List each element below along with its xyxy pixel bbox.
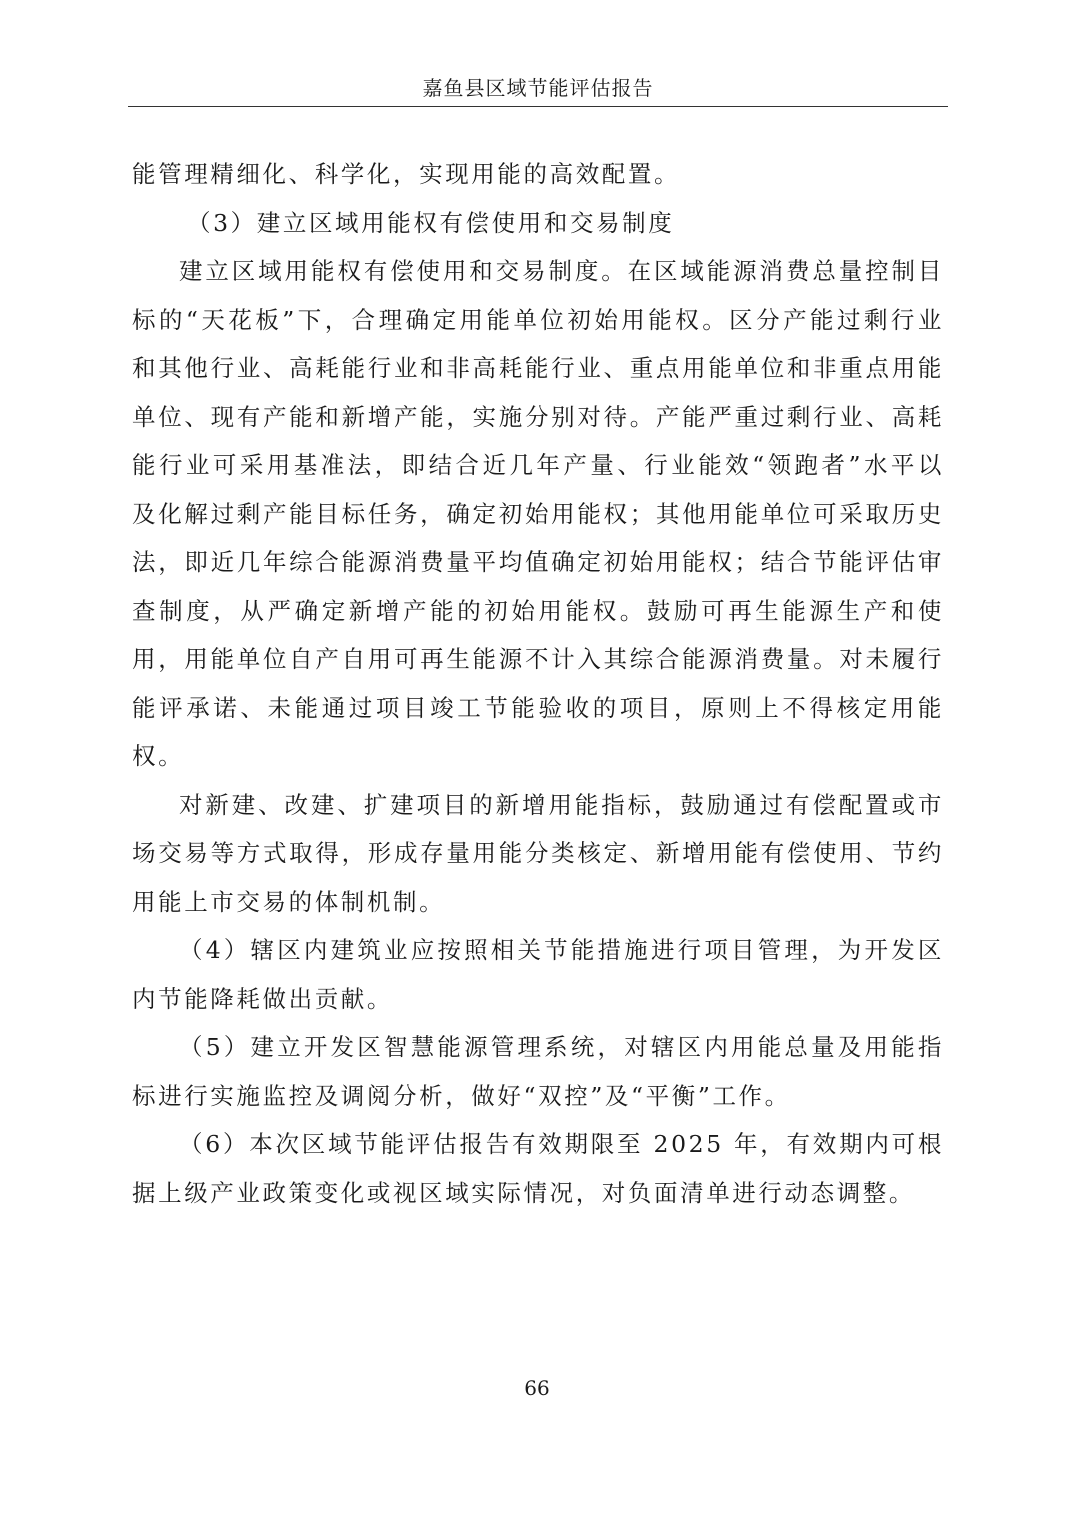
page-number: 66	[524, 1376, 550, 1400]
item-4-construction: （4）辖区内建筑业应按照相关节能措施进行项目管理，为开发区内节能降耗做出贡献。	[132, 936, 944, 1013]
item-6-validity: （6）本次区域节能评估报告有效期限至 2025 年，有效期内可根据上级产业政策变化或视区域实际情况，对负面清单进行动态调整。	[132, 1130, 944, 1207]
paragraph-energy-rights: 建立区域用能权有偿使用和交易制度。在区域能源消费总量控制目标的“天花板”下，合理确定用能单位初始用能权。区分产能过剩行业和其他行业、高耗能行业和非高耗能行业、重点用能单位和非重点用能单位、现有产能和新增产能，实施分别对待。产能严重过剩行业、高耗能行业可采用基准法，即结合近几年产量、行业能效“领跑者”水平以及化解过剩产能目标任务，确定初始用能权；其他用能单位可采取历史法，即近几年综合能源消费量平均值确定初始用能权；结合节能评估审查制度，从严确定新增产能的初始用能权。鼓励可再生能源生产和使用，用能单位自产自用可再生能源不计入其综合能源消费量。对未履行能评承诺、未能通过项目竣工节能验收的项目，原则上不得核定用能权。	[132, 257, 944, 770]
item-5-smart-energy: （5）建立开发区智慧能源管理系统，对辖区内用能总量及用能指标进行实施监控及调阅分析，做好“双控”及“平衡”工作。	[132, 1033, 944, 1110]
paragraph-continuation: 能管理精细化、科学化，实现用能的高效配置。	[132, 160, 681, 188]
header-title: 嘉鱼县区域节能评估报告	[422, 76, 654, 100]
paragraph-new-projects: 对新建、改建、扩建项目的新增用能指标，鼓励通过有偿配置或市场交易等方式取得，形成存量用能分类核定、新增用能有偿使用、节约用能上市交易的体制机制。	[132, 790, 944, 916]
document-body	[132, 150, 944, 1217]
section-heading-3: （3）建立区域用能权有偿使用和交易制度	[187, 208, 675, 237]
page-header	[128, 74, 948, 107]
